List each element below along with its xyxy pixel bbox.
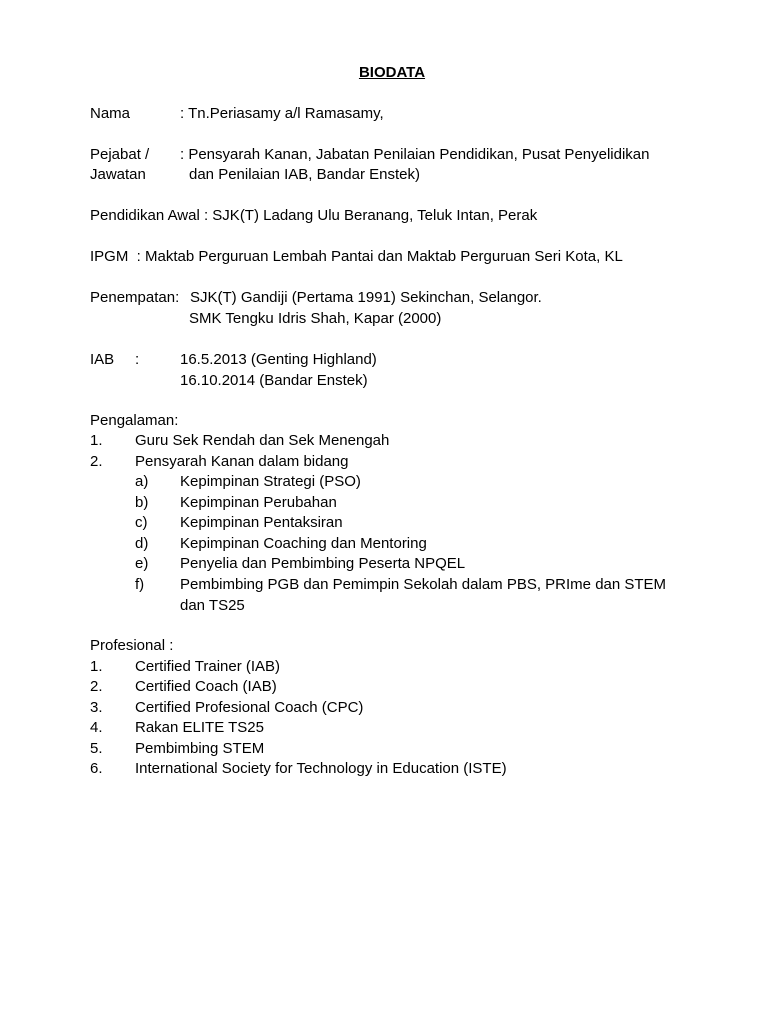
sublist-item-letter: c) bbox=[135, 514, 148, 531]
list-item: Guru Sek Rendah dan Sek Menengah bbox=[135, 432, 390, 449]
list-item-number: 2. bbox=[90, 453, 103, 470]
penempatan-line2: SMK Tengku Idris Shah, Kapar (2000) bbox=[189, 310, 442, 327]
ipgm: IPGM : Maktab Perguruan Lembah Pantai dan Maktab Perguruan Seri Kota, KL bbox=[90, 248, 623, 265]
pejabat-value-line1: : Pensyarah Kanan, Jabatan Penilaian Pendidikan, Pusat Penyelidikan bbox=[180, 146, 650, 163]
pejabat-label-line1: Pejabat / bbox=[90, 146, 150, 163]
sublist-item: Kepimpinan Strategi (PSO) bbox=[180, 473, 361, 490]
list-item-number: 5. bbox=[90, 740, 103, 757]
sublist-item-letter: b) bbox=[135, 494, 149, 511]
pengalaman-heading: Pengalaman: bbox=[90, 412, 179, 429]
profesional-heading: Profesional : bbox=[90, 637, 174, 654]
sublist-item: Kepimpinan Coaching dan Mentoring bbox=[180, 535, 427, 552]
penempatan-line1: SJK(T) Gandiji (Pertama 1991) Sekinchan, Selangor. bbox=[190, 289, 542, 306]
document-title: BIODATA bbox=[358, 64, 426, 81]
sublist-item-continuation: dan TS25 bbox=[180, 597, 245, 614]
iab-colon: : bbox=[135, 351, 140, 368]
list-item-number: 6. bbox=[90, 760, 103, 777]
list-item: International Society for Technology in Education (ISTE) bbox=[135, 760, 507, 777]
sublist-item: Pembimbing PGB dan Pemimpin Sekolah dalam PBS, PRIme dan STEM bbox=[180, 576, 667, 593]
sublist-item: Kepimpinan Pentaksiran bbox=[180, 514, 343, 531]
sublist-item-letter: e) bbox=[135, 555, 149, 572]
list-item: Rakan ELITE TS25 bbox=[135, 719, 264, 736]
penempatan-label: Penempatan: bbox=[90, 289, 180, 306]
pendidikan-awal: Pendidikan Awal : SJK(T) Ladang Ulu Beranang, Teluk Intan, Perak bbox=[90, 207, 538, 224]
iab-line1: 16.5.2013 (Genting Highland) bbox=[180, 351, 377, 368]
nama-value: : Tn.Periasamy a/l Ramasamy, bbox=[180, 105, 384, 122]
iab-label: IAB bbox=[90, 351, 115, 368]
sublist-item-letter: d) bbox=[135, 535, 149, 552]
list-item: Certified Trainer (IAB) bbox=[135, 658, 281, 675]
list-item-number: 4. bbox=[90, 719, 103, 736]
list-item: Certified Profesional Coach (CPC) bbox=[135, 699, 364, 716]
list-item-number: 1. bbox=[90, 432, 103, 449]
iab-line2: 16.10.2014 (Bandar Enstek) bbox=[180, 372, 368, 389]
list-item-number: 3. bbox=[90, 699, 103, 716]
list-item-number: 2. bbox=[90, 678, 103, 695]
list-item-number: 1. bbox=[90, 658, 103, 675]
sublist-item-letter: a) bbox=[135, 473, 149, 490]
list-item: Pensyarah Kanan dalam bidang bbox=[135, 453, 349, 470]
sublist-item: Penyelia dan Pembimbing Peserta NPQEL bbox=[180, 555, 466, 572]
sublist-item: Kepimpinan Perubahan bbox=[180, 494, 337, 511]
list-item: Pembimbing STEM bbox=[135, 740, 265, 757]
pejabat-label-line2: Jawatan bbox=[90, 166, 146, 183]
nama-label: Nama bbox=[90, 105, 131, 122]
pejabat-value-line2: dan Penilaian IAB, Bandar Enstek) bbox=[189, 166, 420, 183]
list-item: Certified Coach (IAB) bbox=[135, 678, 277, 695]
sublist-item-letter: f) bbox=[135, 576, 145, 593]
